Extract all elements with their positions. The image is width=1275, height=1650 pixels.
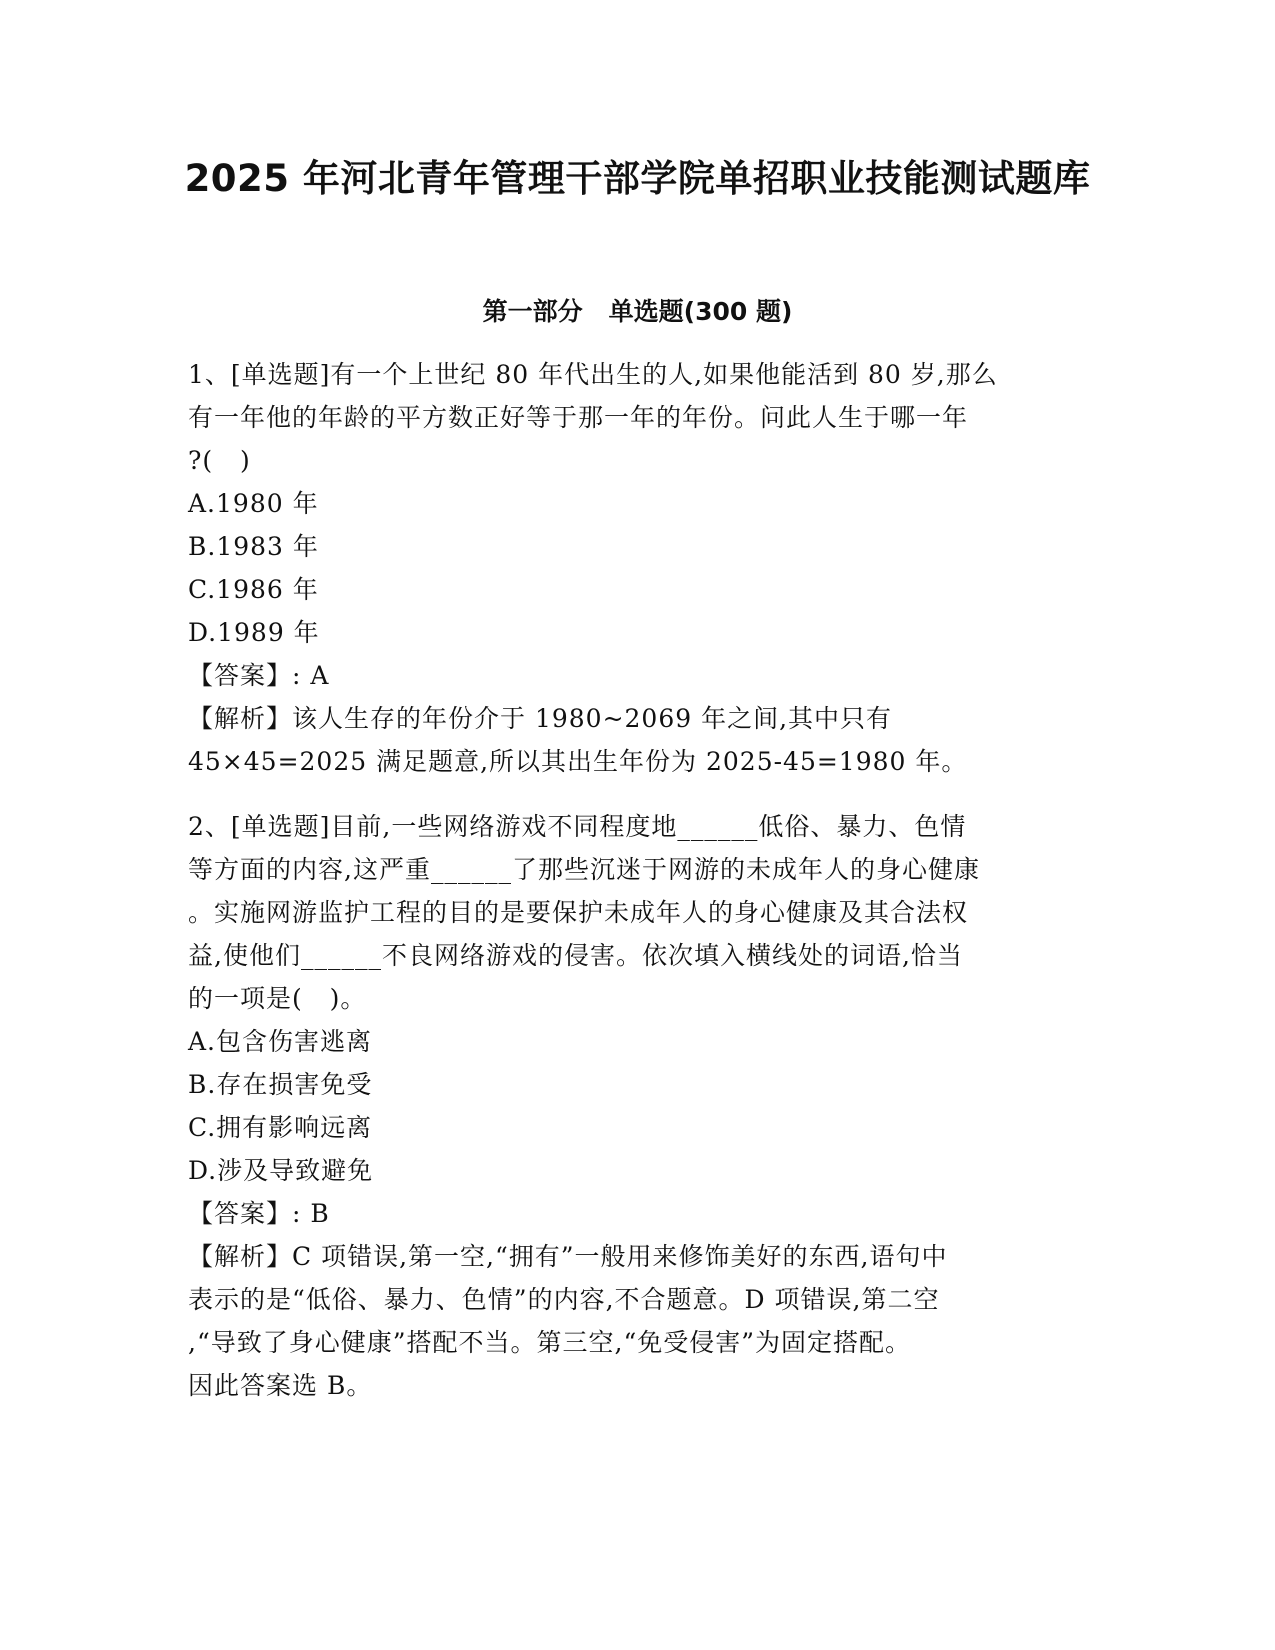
question-stem-line: ?( ) xyxy=(188,446,251,475)
question-list xyxy=(188,353,1078,1429)
question-stem-line: 有一年他的年龄的平方数正好等于那一年的年份。问此人生于哪一年 xyxy=(188,403,969,432)
analysis-line: 因此答案选 B。 xyxy=(188,1371,373,1400)
option-d: D.涉及导致避免 xyxy=(188,1156,374,1185)
option-c: C.拥有影响远离 xyxy=(188,1113,373,1142)
document-title: 2025 年河北青年管理干部学院单招职业技能测试题库 xyxy=(184,157,1091,200)
option-a: A.包含伤害逃离 xyxy=(188,1027,373,1056)
question-stem-line: 的一项是( )。 xyxy=(188,984,367,1013)
analysis-line: 【解析】该人生存的年份介于 1980~2069 年之间,其中只有 xyxy=(188,704,893,733)
analysis-line: ,“导致了身心健康”搭配不当。第三空,“免受侵害”为固定搭配。 xyxy=(188,1328,912,1357)
analysis-line: 45×45=2025 满足题意,所以其出生年份为 2025-45=1980 年。 xyxy=(188,747,968,776)
section-title: 第一部分 单选题(300 题) xyxy=(482,297,793,326)
option-a: A.1980 年 xyxy=(188,489,319,518)
question-stem-line: 2、[单选题]目前,一些网络游戏不同程度地______低俗、暴力、色情 xyxy=(188,812,967,841)
question-stem-line: 益,使他们______不良网络游戏的侵害。依次填入横线处的词语,恰当 xyxy=(188,941,963,970)
option-b: B.存在损害免受 xyxy=(188,1070,373,1099)
question-1 xyxy=(188,353,1078,783)
question-stem-line: 1、[单选题]有一个上世纪 80 年代出生的人,如果他能活到 80 岁,那么 xyxy=(188,360,998,389)
analysis-line: 【解析】C 项错误,第一空,“拥有”一般用来修饰美好的东西,语句中 xyxy=(188,1242,948,1271)
option-d: D.1989 年 xyxy=(188,618,320,647)
question-2 xyxy=(188,805,1078,1407)
question-stem-line: 等方面的内容,这严重______了那些沉迷于网游的未成年人的身心健康 xyxy=(188,855,980,884)
option-c: C.1986 年 xyxy=(188,575,319,604)
answer-line: 【答案】: B xyxy=(188,1199,330,1228)
analysis-line: 表示的是“低俗、暴力、色情”的内容,不合题意。D 项错误,第二空 xyxy=(188,1285,940,1314)
option-b: B.1983 年 xyxy=(188,532,319,561)
answer-line: 【答案】: A xyxy=(188,661,330,690)
question-stem-line: 。实施网游监护工程的目的是要保护未成年人的身心健康及其合法权 xyxy=(188,898,969,927)
